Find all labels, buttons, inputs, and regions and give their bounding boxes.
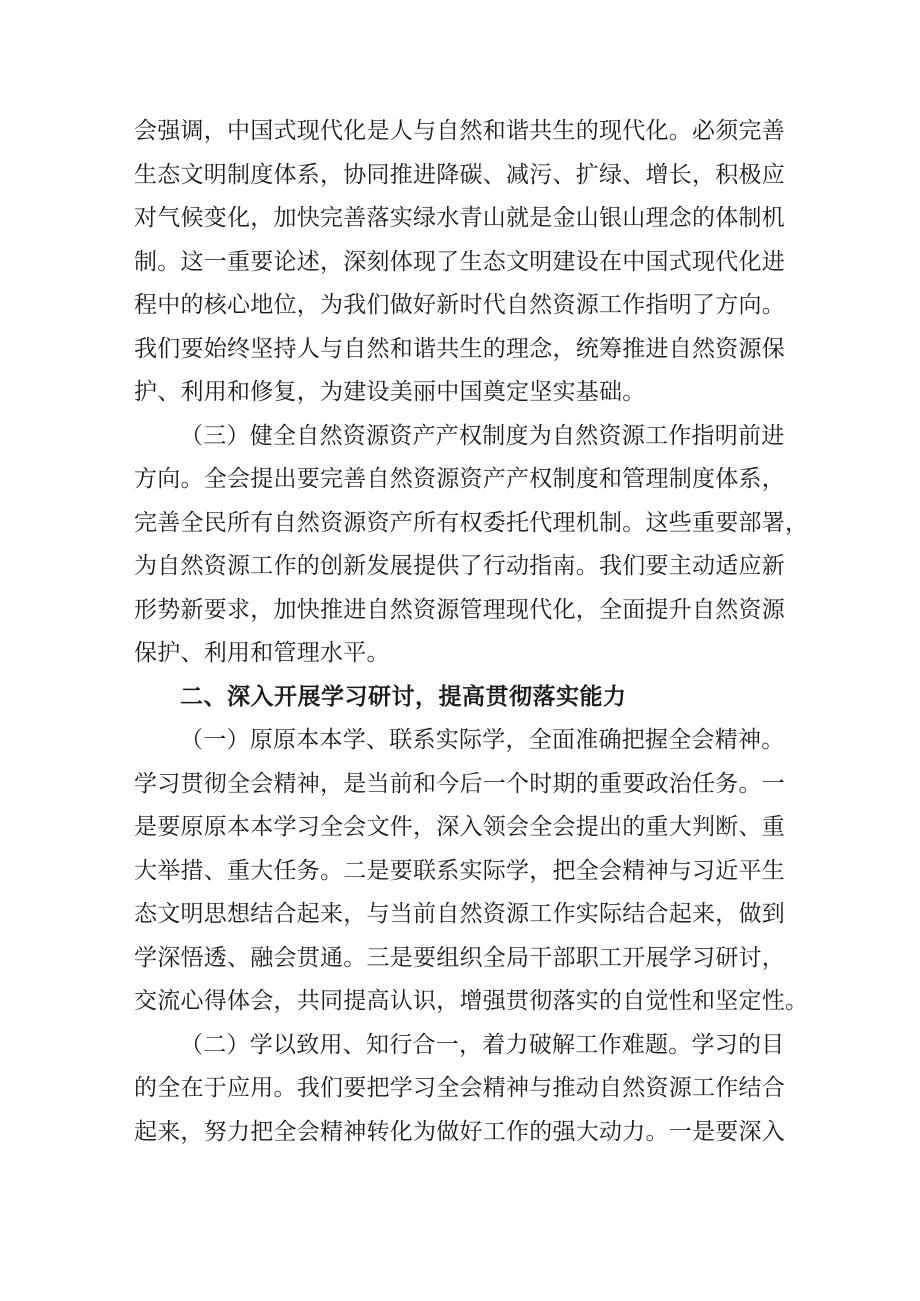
paragraph-line: 保护、利用和管理水平。 [134, 640, 390, 666]
paragraph-line: 我们要始终坚持人与自然和谐共生的理念，统筹推进自然资源保 [134, 335, 785, 362]
paragraph-line: 为自然资源工作的创新发展提供了行动指南。我们要主动适应新 [134, 553, 785, 579]
paragraph-line: 制。这一重要论述，深刻体现了生态文明建设在中国式现代化进 [134, 248, 785, 275]
paragraph-line: 交流心得体会，共同提高认识，增强贯彻落实的自觉性和坚定性。 [134, 988, 809, 1014]
paragraph-line: （一）原原本本学、联系实际学，全面准确把握全会精神。 [180, 727, 785, 753]
paragraph-line: 生态文明制度体系，协同推进降碳、减污、扩绿、增长，积极应 [134, 161, 785, 188]
paragraph-line: 形势新要求，加快推进自然资源管理现代化，全面提升自然资源 [134, 596, 785, 623]
paragraph-line: 护、利用和修复，为建设美丽中国奠定坚实基础。 [134, 379, 646, 405]
paragraph-line: 程中的核心地位，为我们做好新时代自然资源工作指明了方向。 [134, 292, 785, 318]
paragraph-line: （二）学以致用、知行合一，着力破解工作难题。学习的目 [180, 1031, 785, 1058]
paragraph-line: 大举措、重大任务。二是要联系实际学，把全会精神与习近平生 [134, 857, 785, 884]
paragraph-line: 对气候变化，加快完善落实绿水青山就是金山银山理念的体制机 [134, 205, 785, 231]
body-text [134, 110, 809, 1154]
section-heading: 二、深入开展学习研讨，提高贯彻落实能力 [180, 683, 627, 710]
paragraph-line: 学深悟透、融会贯通。三是要组织全局干部职工开展学习研讨， [134, 944, 785, 971]
paragraph-line: 是要原原本本学习全会文件，深入领会全会提出的重大判断、重 [134, 814, 785, 840]
paragraph-line: 会强调，中国式现代化是人与自然和谐共生的现代化。必须完善 [134, 118, 785, 144]
paragraph-line: 态文明思想结合起来，与当前自然资源工作实际结合起来，做到 [134, 901, 785, 927]
paragraph-line: 起来，努力把全会精神转化为做好工作的强大动力。一是要深入 [134, 1118, 785, 1145]
paragraph-line: 学习贯彻全会精神，是当前和今后一个时期的重要政治任务。一 [134, 770, 785, 797]
paragraph-line: 的全在于应用。我们要把学习全会精神与推动自然资源工作结合 [134, 1075, 785, 1101]
paragraph-line: （三）健全自然资源资产产权制度为自然资源工作指明前进 [180, 422, 785, 449]
paragraph-line: 完善全民所有自然资源资产所有权委托代理机制。这些重要部署， [134, 509, 809, 536]
paragraph-line: 方向。全会提出要完善自然资源资产产权制度和管理制度体系， [134, 466, 785, 492]
